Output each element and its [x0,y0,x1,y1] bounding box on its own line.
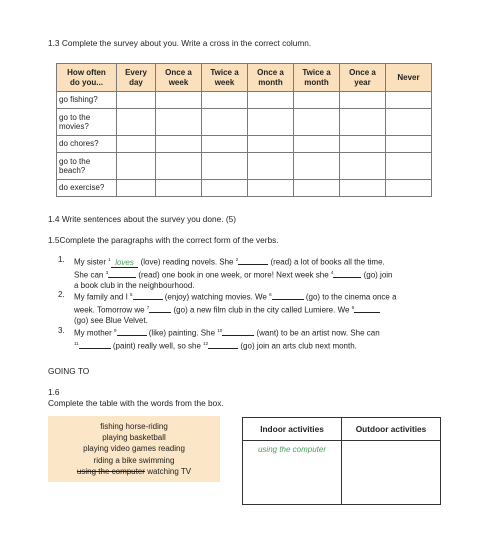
survey-cell[interactable] [340,92,386,109]
word-box [48,416,220,482]
row-label-go-fishing: go fishing? [57,92,117,109]
indoor-activities-cell[interactable] [243,441,342,505]
word-box-line: fishing horse-riding [100,422,168,431]
survey-cell[interactable] [340,109,386,136]
paragraph-2: 2. My family and I $^5$ (enjoy) watching movies. We $^6$ (go) to the cinema once a week. Tomorrow we $^7$ (go) a new film club in the city called Lumiere. We $^8$ (go) see Blue Velvet. [58,290,397,325]
blank-11[interactable] [79,348,111,349]
paragraph-number: 3. [58,326,65,335]
paragraph-3: 3. My mother $^9$ (like) painting. She $^{10}$ (want) to be an artist now. She can $^{11}$ (paint) really well, so she $^{12}$ (go) join an arts club next month. [58,326,380,351]
survey-cell[interactable] [294,153,340,180]
section-1-3-heading: 1.3 Complete the survey about you. Write a cross in the correct column. [48,38,312,48]
paragraph-number: 1. [58,255,65,264]
survey-cell[interactable] [156,136,202,153]
survey-row [57,109,432,136]
word-box-line: using the computer watching TV [76,466,192,476]
survey-cell[interactable] [117,136,156,153]
blank-9[interactable] [117,335,147,336]
header-once-a-year: Once a year [340,64,386,92]
survey-cell[interactable] [248,92,294,109]
blank-8[interactable] [354,312,380,313]
header-once-a-week: Once a week [156,64,202,92]
blank-7[interactable] [149,312,171,313]
survey-cell[interactable] [156,109,202,136]
survey-cell[interactable] [202,109,248,136]
word-box-line: riding a bike swimming [93,455,175,465]
blank-2[interactable] [238,264,268,265]
header-twice-a-month: Twice a month [294,64,340,92]
survey-cell[interactable] [386,180,432,197]
blank-12[interactable] [208,348,238,349]
survey-cell[interactable] [156,153,202,180]
blank-3[interactable] [108,277,136,278]
survey-cell[interactable] [294,92,340,109]
survey-cell[interactable] [294,136,340,153]
word-box-line: playing video games reading [83,444,185,454]
row-label-do-chores: do chores? [57,136,117,153]
survey-cell[interactable] [117,180,156,197]
header-every-day: Every day [117,64,156,92]
paragraph-number: 2. [58,290,65,299]
indoor-example: using the computer [257,445,327,454]
survey-cell[interactable] [156,92,202,109]
survey-row [57,153,432,180]
survey-cell[interactable] [202,180,248,197]
outdoor-activities-header: Outdoor activities [342,418,441,441]
survey-cell[interactable] [386,92,432,109]
survey-cell[interactable] [340,153,386,180]
survey-cell[interactable] [248,136,294,153]
indoor-activities-header: Indoor activities [243,418,342,441]
survey-cell[interactable] [202,92,248,109]
survey-cell[interactable] [340,136,386,153]
blank-4[interactable] [333,277,361,278]
section-1-4-heading: 1.4 Write sentences about the survey you done. (5) [48,214,237,224]
survey-cell[interactable] [117,153,156,180]
survey-cell[interactable] [248,109,294,136]
outdoor-activities-cell[interactable] [342,441,441,505]
survey-cell[interactable] [202,153,248,180]
survey-cell[interactable] [248,153,294,180]
blank-5[interactable] [133,299,163,300]
survey-cell[interactable] [156,180,202,197]
header-how-often: How often do you... [57,64,117,92]
header-never: Never [386,64,432,92]
survey-row [57,136,432,153]
paragraph-1: 1. My sister $^1$ loves (love) reading novels. She $^2$ (read) a lot of books all the time. She can $^3$ (read) one book in one week, or more! Next week she $^4$ (go) join a book club in the neighbourhood. [58,255,393,290]
survey-header-row [57,64,432,92]
survey-table [56,63,432,197]
section-1-6-number: 1.6 [48,387,60,397]
survey-cell[interactable] [386,109,432,136]
section-1-5-heading: 1.5Complete the paragraphs with the correct form of the verbs. [48,235,279,245]
row-label-go-to-beach: go to the beach? [57,153,117,180]
survey-row [57,92,432,109]
section-1-6-instruction: Complete the table with the words from the box. [48,398,224,408]
survey-row [57,180,432,197]
row-label-go-to-movies: go to the movies? [57,109,117,136]
survey-cell[interactable] [294,180,340,197]
blank-10[interactable] [222,335,254,336]
survey-cell[interactable] [386,136,432,153]
survey-cell[interactable] [340,180,386,197]
header-once-a-month: Once a month [248,64,294,92]
row-label-do-exercise: do exercise? [57,180,117,197]
word-box-line: playing basketball [102,433,166,443]
header-twice-a-week: Twice a week [202,64,248,92]
activities-table [242,417,441,505]
survey-cell[interactable] [202,136,248,153]
blank-6[interactable] [272,299,304,300]
going-to-heading: GOING TO [48,366,90,376]
survey-cell[interactable] [117,92,156,109]
survey-cell[interactable] [386,153,432,180]
struck-word: using the computer [76,466,145,476]
survey-cell[interactable] [117,109,156,136]
survey-cell[interactable] [248,180,294,197]
answer-1[interactable]: loves [111,258,139,268]
survey-cell[interactable] [294,109,340,136]
